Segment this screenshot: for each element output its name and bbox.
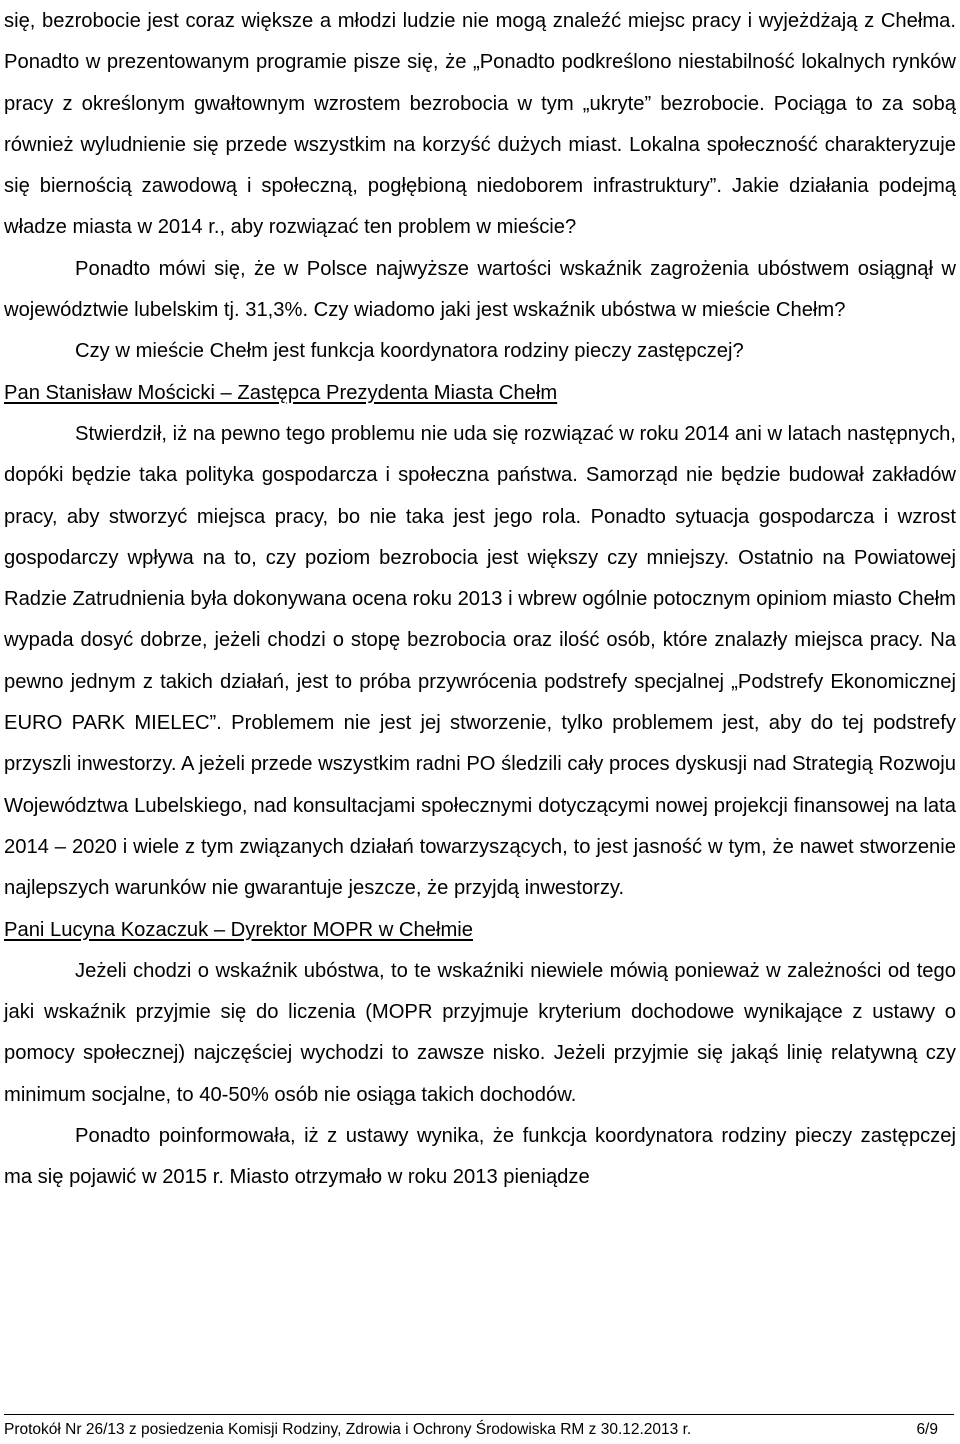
paragraph-answer-kozaczuk-coordinator: Ponadto poinformowała, iż z ustawy wynika, że funkcja koordynatora rodziny pieczy zastępczej ma się pojawić w 2015 r. Miasto otrzymało w roku 2013 pieniądze	[4, 1125, 956, 1189]
footer-page-number: 6/9	[916, 1421, 938, 1438]
paragraph-question-coordinator: Czy w mieście Chełm jest funkcja koordynatora rodziny pieczy zastępczej?	[75, 340, 744, 363]
footer-protocol-title: Protokół Nr 26/13 z posiedzenia Komisji Rodziny, Zdrowia i Ochrony Środowiska RM z 30.12.2013 r.	[4, 1421, 692, 1438]
paragraph-question-poverty: Ponadto mówi się, że w Polsce najwyższe wartości wskaźnik zagrożenia ubóstwem osiągnął w województwie lubelskim tj. 31,3%. Czy wiadomo jaki jest wskaźnik ubóstwa w mieście Chełm?	[4, 257, 956, 322]
paragraph-answer-kozaczuk-poverty: Jeżeli chodzi o wskaźnik ubóstwa, to te wskaźniki niewiele mówią ponieważ w zależności od tego jaki wskaźnik przyjmie się do liczenia (MOPR przyjmuje kryterium dochodowe wynikające z ustawy o pomocy społecznej) najczęściej wychodzi to zawsze nisko. Jeżeli przyjmie się jakąś linię relatywną czy minimum socjalne, to 40-50% osób nie osiąga takich dochodów.	[4, 959, 956, 1106]
speaker-heading-moscicki: Pan Stanisław Mościcki – Zastępca Prezydenta Miasta Chełm	[4, 381, 558, 404]
footer-divider	[4, 1414, 954, 1415]
paragraph-answer-moscicki: Stwierdził, iż na pewno tego problemu nie uda się rozwiązać w roku 2014 ani w latach następnych, dopóki będzie taka polityka gospodarcza i społeczna państwa. Samorząd nie będzie budował zakładów pracy, aby stworzyć miejsca pracy, bo nie taka jest jego rola. Ponadto sytuacja gospodarcza i wzrost gospodarczy wpływa na to, czy poziom bezrobocia jest większy czy mniejszy. Ostatnio na Powiatowej Radzie Zatrudnienia była dokonywana ocena roku 2013 i wbrew ogólnie potocznym opiniom miasto Chełm wypada dosyć dobrze, jeżeli chodzi o stopę bezrobocia oraz ilość osób, które znalazły miejsca pracy. Na pewno jednym z takich działań, jest to próba przywrócenia podstrefy specjalnej „Podstrefy Ekonomicznej EURO PARK MIELEC”. Problemem nie jest jej stworzenie, tylko problemem jest, aby do tej podstrefy przyszli inwestorzy. A jeżeli przede wszystkim radni PO śledzili cały proces dyskusji nad Strategią Rozwoju Województwa Lubelskiego, nad konsultacjami społecznymi dotyczącymi nowej projekcji finansowej na lata 2014 – 2020 i wiele z tym związanych działań towarzyszących, to jest jasność w tym, że nawet stworzenie najlepszych warunków nie gwarantuje jeszcze, że przyjdą inwestorzy.	[4, 422, 956, 900]
speaker-heading-kozaczuk: Pani Lucyna Kozaczuk – Dyrektor MOPR w Chełmie	[4, 918, 473, 941]
paragraph-question-unemployment: się, bezrobocie jest coraz większe a młodzi ludzie nie mogą znaleźć miejsc pracy i wyjeżdżają z Chełma. Ponadto w prezentowanym programie pisze się, że „Ponadto podkreślono niestabilność lokalnych rynków pracy z określonym gwałtownym wzrostem bezrobocia w tym „ukryte” bezrobocie. Pociąga to za sobą również wyludnienie się przede wszystkim na korzyść dużych miast. Lokalna społeczność charakteryzuje się biernością zawodową i społeczną, pogłębioną niedoborem infrastruktury”. Jakie działania podejmą władze miasta w 2014 r., aby rozwiązać ten problem w mieście?	[4, 10, 956, 239]
document-body	[4, 1, 956, 1199]
